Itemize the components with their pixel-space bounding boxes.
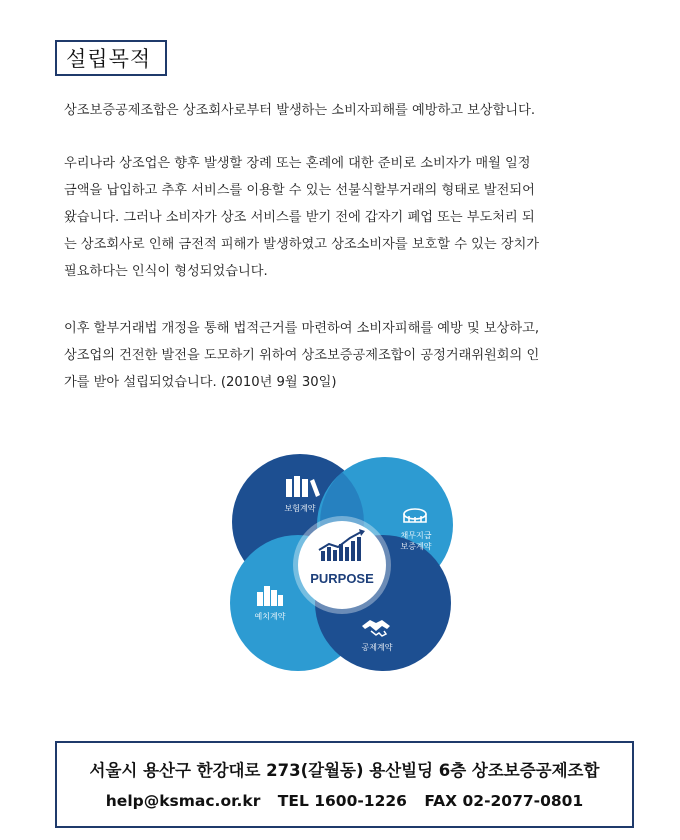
text-line: 상조업의 건전한 발전을 도모하기 위하여 상조보증공제조합이 공정거래위원회의 인 — [64, 348, 540, 363]
text-line: 가를 받아 설립되었습니다. (2010년 9월 30일) — [64, 375, 337, 390]
purpose-diagram — [228, 452, 456, 674]
text-line: 금액을 납입하고 추후 서비스를 이용할 수 있는 선불식할부거래의 형태로 발전되어 — [64, 183, 535, 198]
email-link[interactable]: help@ksmac.or.kr — [105, 792, 261, 810]
text-line: 필요하다는 인식이 형성되었습니다. — [64, 264, 268, 279]
deposit-label: 예치계약 — [254, 612, 286, 621]
text-line: 왔습니다. 그러나 소비자가 상조 서비스를 받기 전에 갑자기 폐업 또는 부도처리 되 — [64, 210, 535, 225]
mutual-label: 공제계약 — [361, 643, 393, 652]
center-circle — [298, 521, 386, 609]
debt-label-line1: 채무지급 — [400, 531, 432, 540]
text-line: 이후 할부거래법 개정을 통해 법적근거를 마련하여 소비자피해를 예방 및 보상하고, — [64, 321, 540, 336]
establishment-paragraph — [64, 315, 644, 396]
background-paragraph — [64, 150, 644, 285]
fax-number: FAX 02-2077-0801 — [424, 792, 584, 810]
address-text: 서울시 용산구 한강대로 273(갈월동) 용산빌딩 6층 상조보증공제조합 — [89, 761, 600, 780]
phone-number: TEL 1600-1226 — [277, 792, 407, 810]
intro-paragraph — [64, 97, 644, 124]
text-line: 상조보증공제조합은 상조회사로부터 발생하는 소비자피해를 예방하고 보상합니다. — [64, 103, 536, 118]
page-title: 설립목적 — [55, 40, 167, 76]
text-line: 는 상조회사로 인해 금전적 피해가 발생하였고 상조소비자를 보호할 수 있는 장치가 — [64, 237, 540, 252]
debt-label-line2: 보증계약 — [400, 542, 432, 551]
insurance-label: 보험계약 — [284, 504, 316, 513]
contact-footer — [55, 741, 634, 828]
center-label: PURPOSE — [310, 571, 374, 586]
contact-line — [57, 792, 632, 810]
text-line: 우리나라 상조업은 향후 발생할 장례 또는 혼례에 대한 준비로 소비자가 매월 일정 — [64, 156, 531, 171]
